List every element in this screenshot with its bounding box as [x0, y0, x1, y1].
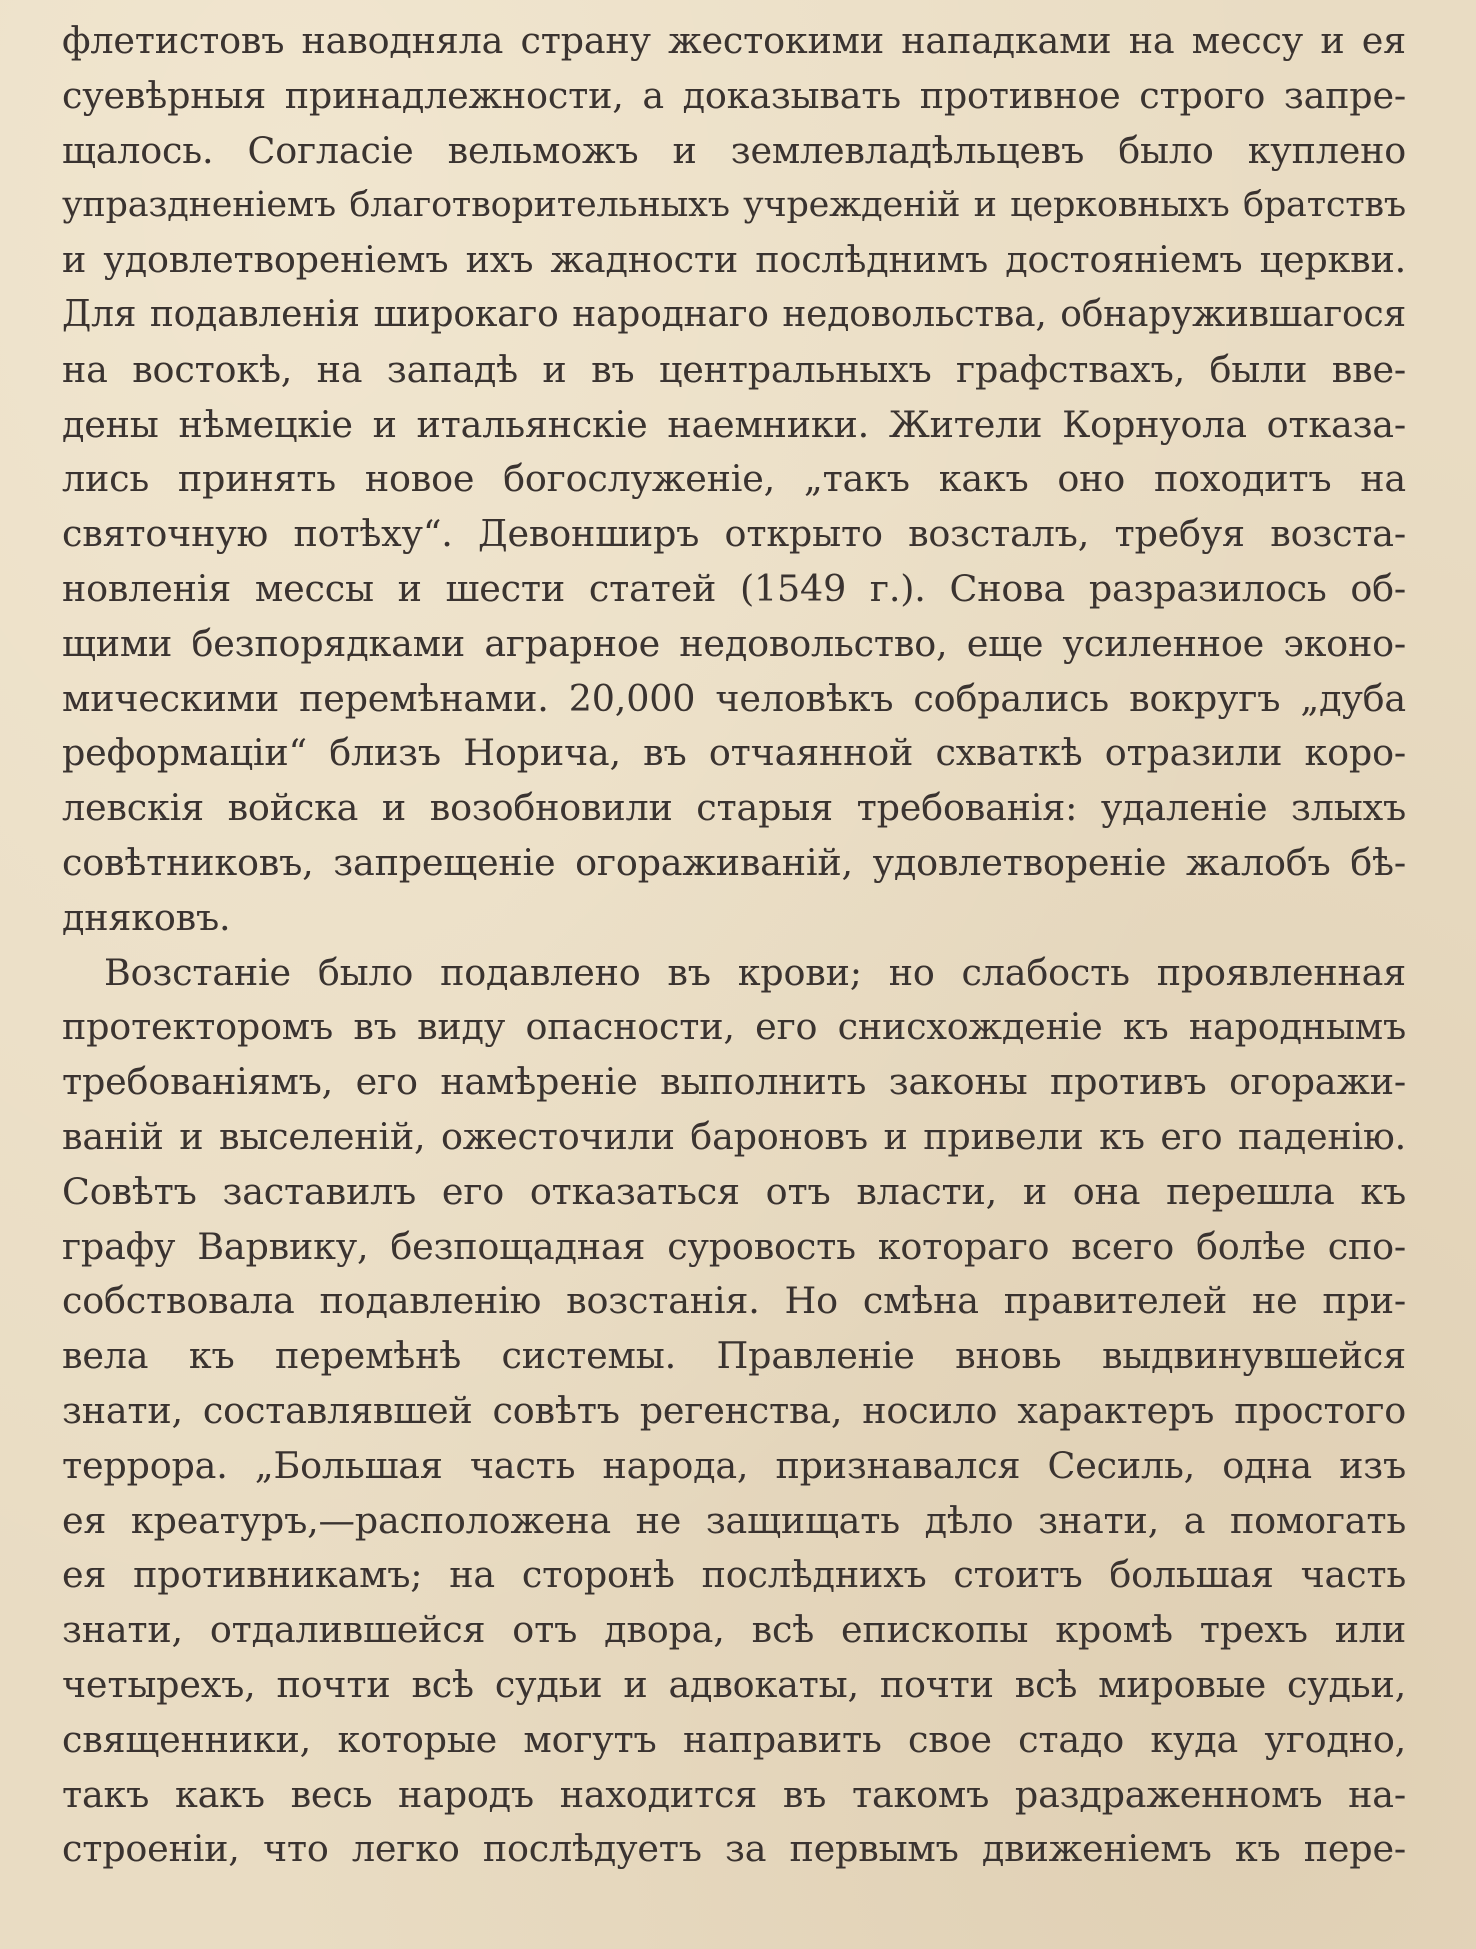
text-line: графу Варвику, безпощадная суровость котораго всего болѣе спо- [62, 1224, 1406, 1268]
text-line: и удовлетвореніемъ ихъ жадности послѣднимъ достояніемъ церкви. [62, 238, 1406, 282]
text-line: знати, составлявшей совѣтъ регенства, носило характеръ простого [62, 1388, 1406, 1432]
text-line: левскія войска и возобновили старыя требованія: удаленіе злыхъ [62, 786, 1406, 830]
text-line: щалось. Согласіе вельможъ и землевладѣльцевъ было куплено [62, 128, 1406, 172]
text-line: вела къ перемѣнѣ системы. Правленіе вновь выдвинувшейся [62, 1334, 1406, 1378]
text-line: щими безпорядками аграрное недовольство, еще усиленное эконо- [62, 621, 1406, 665]
text-line: Возстаніе было подавлено въ крови; но слабость проявленная [104, 950, 1406, 994]
text-line: ея противникамъ; на сторонѣ послѣднихъ стоитъ большая часть [62, 1553, 1406, 1597]
text-line: лись принять новое богослуженіе, „такъ какъ оно походитъ на [62, 457, 1406, 501]
text-line: на востокѣ, на западѣ и въ центральныхъ графствахъ, были вве- [62, 347, 1406, 391]
paragraph-1 [62, 14, 1406, 946]
text-line: суевѣрныя принадлежности, а доказывать противное строго запре- [62, 73, 1406, 117]
text-line: дняковъ. [62, 895, 231, 939]
text-line: святочную потѣху“. Девонширъ открыто возсталъ, требуя возста- [62, 512, 1406, 556]
text-line: террора. „Большая часть народа, признавался Сесиль, одна изъ [62, 1443, 1406, 1487]
text-line: реформаціи“ близъ Норича, въ отчаянной схваткѣ отразили коро- [62, 731, 1406, 775]
text-line: Совѣтъ заставилъ его отказаться отъ власти, и она перешла къ [62, 1169, 1406, 1213]
text-line: упраздненіемъ благотворительныхъ учрежденій и церковныхъ братствъ [62, 185, 1406, 226]
text-line: строеніи, что легко послѣдуетъ за первымъ движеніемъ къ пере- [62, 1827, 1406, 1871]
book-page [62, 14, 1406, 1877]
paragraph-2 [62, 946, 1406, 1878]
text-line: такъ какъ весь народъ находится въ такомъ раздраженномъ на- [62, 1772, 1406, 1816]
text-line: новленія мессы и шести статей (1549 г.). Снова разразилось об- [62, 566, 1406, 610]
text-line: четырехъ, почти всѣ судьи и адвокаты, почти всѣ мировые судьи, [62, 1662, 1406, 1706]
text-line: Для подавленія широкаго народнаго недовольства, обнаружившагося [62, 293, 1406, 335]
text-line: флетистовъ наводняла страну жестокими нападками на мессу и ея [62, 19, 1406, 62]
text-line: протекторомъ въ виду опасности, его снисхожденіе къ народнымъ [62, 1005, 1406, 1049]
text-line: дены нѣмецкіе и итальянскіе наемники. Жители Корнуола отказа- [62, 402, 1406, 446]
text-line: священники, которые могутъ направить свое стадо куда угодно, [62, 1717, 1406, 1761]
text-line: ея креатуръ,—расположена не защищать дѣло знати, а помогать [62, 1498, 1406, 1542]
text-line: знати, отдалившейся отъ двора, всѣ епископы кромѣ трехъ или [62, 1608, 1406, 1652]
text-line: совѣтниковъ, запрещеніе огораживаній, удовлетвореніе жалобъ бѣ- [62, 840, 1406, 884]
text-line: требованіямъ, его намѣреніе выполнить законы противъ огоражи- [62, 1060, 1406, 1104]
text-line: собствовала подавленію возстанія. Но смѣна правителей не при- [62, 1279, 1406, 1323]
text-line: мическими перемѣнами. 20,000 человѣкъ собрались вокругъ „дуба [62, 676, 1406, 720]
text-line: ваній и выселеній, ожесточили бароновъ и привели къ его паденію. [62, 1114, 1406, 1158]
